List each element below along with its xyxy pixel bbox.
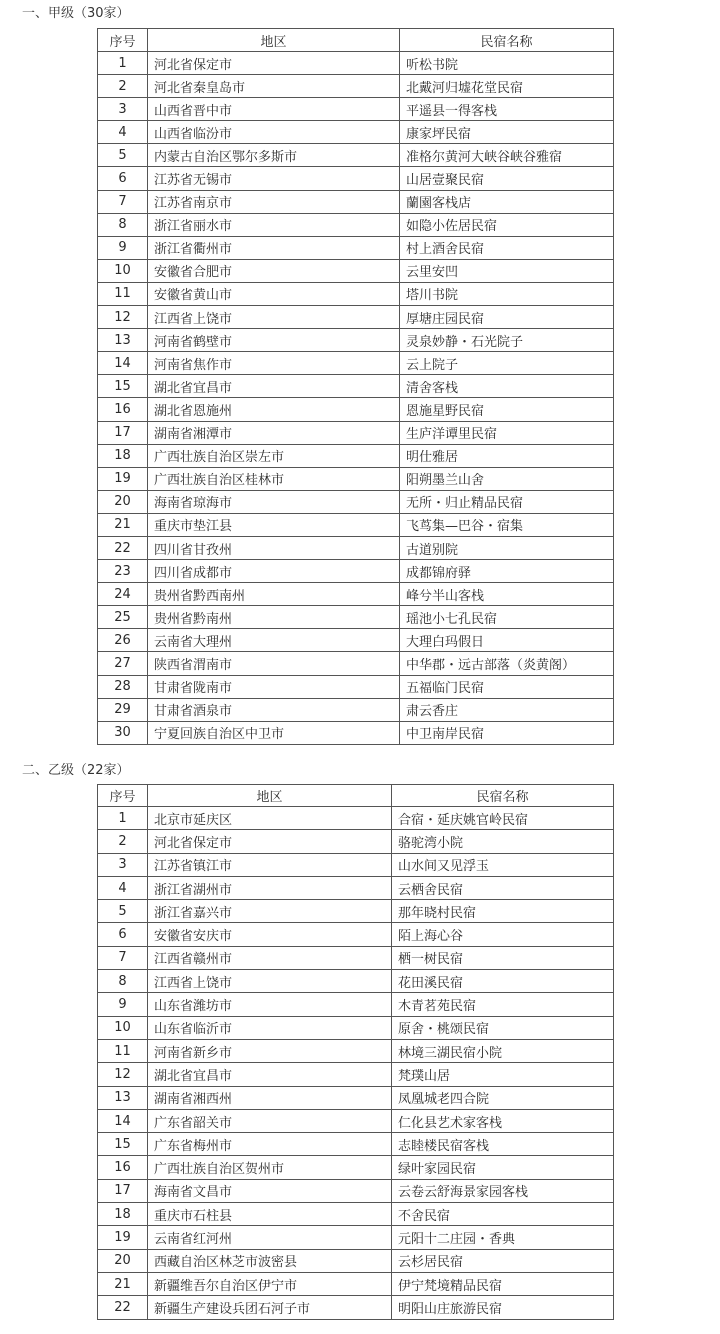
row-homestay-name: 北戴河归墟花堂民宿	[400, 75, 614, 98]
row-homestay-name: 志睦楼民宿客栈	[392, 1133, 614, 1156]
row-region: 山西省临汾市	[148, 121, 400, 144]
grade-b-table	[97, 784, 614, 1320]
row-region: 海南省琼海市	[148, 490, 400, 513]
table-row	[98, 993, 614, 1016]
table-row	[98, 698, 614, 721]
table-row	[98, 513, 614, 536]
row-region: 云南省大理州	[148, 629, 400, 652]
row-number: 1	[98, 807, 148, 830]
table-row	[98, 167, 614, 190]
table-row	[98, 282, 614, 305]
row-number: 17	[98, 1179, 148, 1202]
row-homestay-name: 恩施星野民宿	[400, 398, 614, 421]
row-number: 24	[98, 583, 148, 606]
row-homestay-name: 大理白玛假日	[400, 629, 614, 652]
table-row	[98, 52, 614, 75]
row-number: 3	[98, 98, 148, 121]
row-number: 27	[98, 652, 148, 675]
row-region: 江苏省无锡市	[148, 167, 400, 190]
row-homestay-name: 飞茑集—巴谷・宿集	[400, 513, 614, 536]
row-region: 安徽省黄山市	[148, 282, 400, 305]
row-homestay-name: 平遥县一得客栈	[400, 98, 614, 121]
row-region: 海南省文昌市	[148, 1179, 392, 1202]
row-homestay-name: 厚塘庄园民宿	[400, 306, 614, 329]
row-homestay-name: 明仕雅居	[400, 444, 614, 467]
row-number: 7	[98, 946, 148, 969]
row-region: 河南省鹤壁市	[148, 329, 400, 352]
col-header-region: 地区	[148, 29, 400, 52]
row-region: 浙江省嘉兴市	[148, 900, 392, 923]
row-homestay-name: 明阳山庄旅游民宿	[392, 1296, 614, 1319]
row-homestay-name: 康家坪民宿	[400, 121, 614, 144]
row-homestay-name: 肃云香庄	[400, 698, 614, 721]
row-region: 河北省秦皇岛市	[148, 75, 400, 98]
row-number: 20	[98, 490, 148, 513]
row-homestay-name: 听松书院	[400, 52, 614, 75]
row-region: 重庆市石柱县	[148, 1203, 392, 1226]
row-homestay-name: 云上院子	[400, 352, 614, 375]
row-number: 26	[98, 629, 148, 652]
row-homestay-name: 准格尔黄河大峡谷峡谷雅宿	[400, 144, 614, 167]
table-row	[98, 1133, 614, 1156]
row-number: 13	[98, 1086, 148, 1109]
row-region: 贵州省黔西南州	[148, 583, 400, 606]
row-region: 山东省潍坊市	[148, 993, 392, 1016]
row-region: 河南省新乡市	[148, 1039, 392, 1062]
table-row	[98, 421, 614, 444]
table-row	[98, 190, 614, 213]
row-homestay-name: 山水间又见浮玉	[392, 853, 614, 876]
row-number: 21	[98, 1272, 148, 1295]
row-number: 2	[98, 75, 148, 98]
row-homestay-name: 阳朔墨兰山舍	[400, 467, 614, 490]
table-row	[98, 75, 614, 98]
table-row	[98, 675, 614, 698]
row-number: 11	[98, 282, 148, 305]
table-row	[98, 1039, 614, 1062]
row-number: 1	[98, 52, 148, 75]
section-b-heading: 二、乙级（22家）	[22, 763, 130, 778]
table-row	[98, 721, 614, 744]
row-region: 河南省焦作市	[148, 352, 400, 375]
row-region: 浙江省衢州市	[148, 236, 400, 259]
table-row	[98, 98, 614, 121]
col-header-no: 序号	[98, 785, 148, 807]
row-homestay-name: 梵璞山居	[392, 1063, 614, 1086]
table-row	[98, 236, 614, 259]
row-region: 安徽省合肥市	[148, 259, 400, 282]
row-homestay-name: 古道别院	[400, 536, 614, 559]
row-number: 30	[98, 721, 148, 744]
row-homestay-name: 塔川书院	[400, 282, 614, 305]
table-row	[98, 398, 614, 421]
row-homestay-name: 陌上海心谷	[392, 923, 614, 946]
table-row	[98, 352, 614, 375]
table-row	[98, 876, 614, 899]
table-row	[98, 1203, 614, 1226]
table-row	[98, 1109, 614, 1132]
row-homestay-name: 原舍・桃颂民宿	[392, 1016, 614, 1039]
table-row	[98, 1179, 614, 1202]
row-region: 湖北省宜昌市	[148, 1063, 392, 1086]
table-row	[98, 970, 614, 993]
row-homestay-name: 伊宁梵境精品民宿	[392, 1272, 614, 1295]
row-number: 18	[98, 1203, 148, 1226]
table-row	[98, 1016, 614, 1039]
row-region: 甘肃省陇南市	[148, 675, 400, 698]
row-homestay-name: 凤凰城老四合院	[392, 1086, 614, 1109]
row-number: 14	[98, 1109, 148, 1132]
row-region: 新疆维吾尔自治区伊宁市	[148, 1272, 392, 1295]
row-homestay-name: 云卷云舒海景家园客栈	[392, 1179, 614, 1202]
row-number: 10	[98, 1016, 148, 1039]
row-homestay-name: 那年晓村民宿	[392, 900, 614, 923]
row-homestay-name: 林境三湖民宿小院	[392, 1039, 614, 1062]
row-region: 重庆市垫江县	[148, 513, 400, 536]
row-region: 浙江省湖州市	[148, 876, 392, 899]
row-number: 12	[98, 1063, 148, 1086]
table-row	[98, 629, 614, 652]
row-region: 四川省甘孜州	[148, 536, 400, 559]
row-number: 15	[98, 1133, 148, 1156]
row-homestay-name: 峰兮半山客栈	[400, 583, 614, 606]
row-region: 江苏省南京市	[148, 190, 400, 213]
col-header-name: 民宿名称	[400, 29, 614, 52]
table-row	[98, 375, 614, 398]
row-homestay-name: 中卫南岸民宿	[400, 721, 614, 744]
row-homestay-name: 云里安凹	[400, 259, 614, 282]
col-header-no: 序号	[98, 29, 148, 52]
row-homestay-name: 山居壹聚民宿	[400, 167, 614, 190]
row-number: 5	[98, 900, 148, 923]
row-region: 陕西省渭南市	[148, 652, 400, 675]
row-region: 浙江省丽水市	[148, 213, 400, 236]
row-number: 4	[98, 876, 148, 899]
row-number: 7	[98, 190, 148, 213]
row-region: 西藏自治区林芝市波密县	[148, 1249, 392, 1272]
row-number: 10	[98, 259, 148, 282]
row-region: 宁夏回族自治区中卫市	[148, 721, 400, 744]
table-row	[98, 213, 614, 236]
table-row	[98, 606, 614, 629]
row-region: 云南省红河州	[148, 1226, 392, 1249]
row-number: 8	[98, 970, 148, 993]
table-row	[98, 121, 614, 144]
row-number: 20	[98, 1249, 148, 1272]
row-homestay-name: 清舍客栈	[400, 375, 614, 398]
table-row	[98, 536, 614, 559]
row-number: 6	[98, 923, 148, 946]
row-region: 河北省保定市	[148, 52, 400, 75]
row-homestay-name: 成都锦府驿	[400, 560, 614, 583]
row-number: 13	[98, 329, 148, 352]
col-header-region: 地区	[148, 785, 392, 807]
table-row	[98, 329, 614, 352]
row-region: 山西省晋中市	[148, 98, 400, 121]
section-a-heading: 一、甲级（30家）	[22, 6, 130, 21]
table-row	[98, 467, 614, 490]
row-region: 内蒙古自治区鄂尔多斯市	[148, 144, 400, 167]
row-region: 江苏省镇江市	[148, 853, 392, 876]
row-number: 15	[98, 375, 148, 398]
row-number: 19	[98, 467, 148, 490]
col-header-name: 民宿名称	[392, 785, 614, 807]
row-number: 9	[98, 236, 148, 259]
row-region: 广西壮族自治区桂林市	[148, 467, 400, 490]
row-number: 14	[98, 352, 148, 375]
row-homestay-name: 花田溪民宿	[392, 970, 614, 993]
row-number: 16	[98, 398, 148, 421]
row-region: 河北省保定市	[148, 830, 392, 853]
row-number: 18	[98, 444, 148, 467]
row-homestay-name: 元阳十二庄园・香典	[392, 1226, 614, 1249]
table-row	[98, 1296, 614, 1319]
row-homestay-name: 合宿・延庆姚官岭民宿	[392, 807, 614, 830]
row-number: 11	[98, 1039, 148, 1062]
row-homestay-name: 绿叶家园民宿	[392, 1156, 614, 1179]
row-number: 4	[98, 121, 148, 144]
table-header-row	[98, 29, 614, 52]
row-homestay-name: 蘭園客栈店	[400, 190, 614, 213]
row-homestay-name: 村上酒舍民宿	[400, 236, 614, 259]
table-row	[98, 490, 614, 513]
row-homestay-name: 如隐小佐居民宿	[400, 213, 614, 236]
row-homestay-name: 不舍民宿	[392, 1203, 614, 1226]
row-region: 广西壮族自治区贺州市	[148, 1156, 392, 1179]
row-number: 6	[98, 167, 148, 190]
table-row	[98, 1272, 614, 1295]
row-homestay-name: 中华郡・远古部落（炎黄阁）	[400, 652, 614, 675]
row-region: 江西省赣州市	[148, 946, 392, 969]
row-homestay-name: 骆驼湾小院	[392, 830, 614, 853]
grade-a-table	[97, 28, 614, 745]
row-number: 8	[98, 213, 148, 236]
row-region: 山东省临沂市	[148, 1016, 392, 1039]
row-number: 23	[98, 560, 148, 583]
table-row	[98, 444, 614, 467]
row-number: 16	[98, 1156, 148, 1179]
row-region: 北京市延庆区	[148, 807, 392, 830]
row-homestay-name: 无所・归止精品民宿	[400, 490, 614, 513]
table-row	[98, 259, 614, 282]
row-number: 9	[98, 993, 148, 1016]
row-region: 广西壮族自治区崇左市	[148, 444, 400, 467]
row-region: 湖北省恩施州	[148, 398, 400, 421]
table-header-row	[98, 785, 614, 807]
row-homestay-name: 云杉居民宿	[392, 1249, 614, 1272]
row-number: 22	[98, 1296, 148, 1319]
row-homestay-name: 生庐洋谭里民宿	[400, 421, 614, 444]
row-region: 湖南省湘潭市	[148, 421, 400, 444]
table-row	[98, 144, 614, 167]
table-row	[98, 560, 614, 583]
row-number: 3	[98, 853, 148, 876]
table-row	[98, 583, 614, 606]
row-region: 广东省韶关市	[148, 1109, 392, 1132]
row-homestay-name: 栖一树民宿	[392, 946, 614, 969]
table-row	[98, 1226, 614, 1249]
row-homestay-name: 木青茗苑民宿	[392, 993, 614, 1016]
table-row	[98, 830, 614, 853]
row-homestay-name: 仁化县艺术家客栈	[392, 1109, 614, 1132]
row-region: 江西省上饶市	[148, 970, 392, 993]
table-row	[98, 1063, 614, 1086]
table-row	[98, 1249, 614, 1272]
table-row	[98, 946, 614, 969]
row-region: 贵州省黔南州	[148, 606, 400, 629]
row-number: 5	[98, 144, 148, 167]
table-row	[98, 853, 614, 876]
table-row	[98, 807, 614, 830]
table-row	[98, 306, 614, 329]
row-region: 新疆生产建设兵团石河子市	[148, 1296, 392, 1319]
row-number: 19	[98, 1226, 148, 1249]
row-number: 29	[98, 698, 148, 721]
row-region: 四川省成都市	[148, 560, 400, 583]
table-row	[98, 652, 614, 675]
row-number: 21	[98, 513, 148, 536]
row-homestay-name: 五福临门民宿	[400, 675, 614, 698]
table-row	[98, 923, 614, 946]
row-number: 28	[98, 675, 148, 698]
table-row	[98, 900, 614, 923]
row-number: 22	[98, 536, 148, 559]
row-region: 江西省上饶市	[148, 306, 400, 329]
row-number: 25	[98, 606, 148, 629]
row-number: 2	[98, 830, 148, 853]
row-number: 17	[98, 421, 148, 444]
row-homestay-name: 灵泉妙静・石光院子	[400, 329, 614, 352]
row-homestay-name: 云栖舍民宿	[392, 876, 614, 899]
table-row	[98, 1086, 614, 1109]
row-homestay-name: 瑶池小七孔民宿	[400, 606, 614, 629]
row-region: 广东省梅州市	[148, 1133, 392, 1156]
row-region: 安徽省安庆市	[148, 923, 392, 946]
table-row	[98, 1156, 614, 1179]
row-region: 湖北省宜昌市	[148, 375, 400, 398]
row-region: 甘肃省酒泉市	[148, 698, 400, 721]
row-number: 12	[98, 306, 148, 329]
row-region: 湖南省湘西州	[148, 1086, 392, 1109]
